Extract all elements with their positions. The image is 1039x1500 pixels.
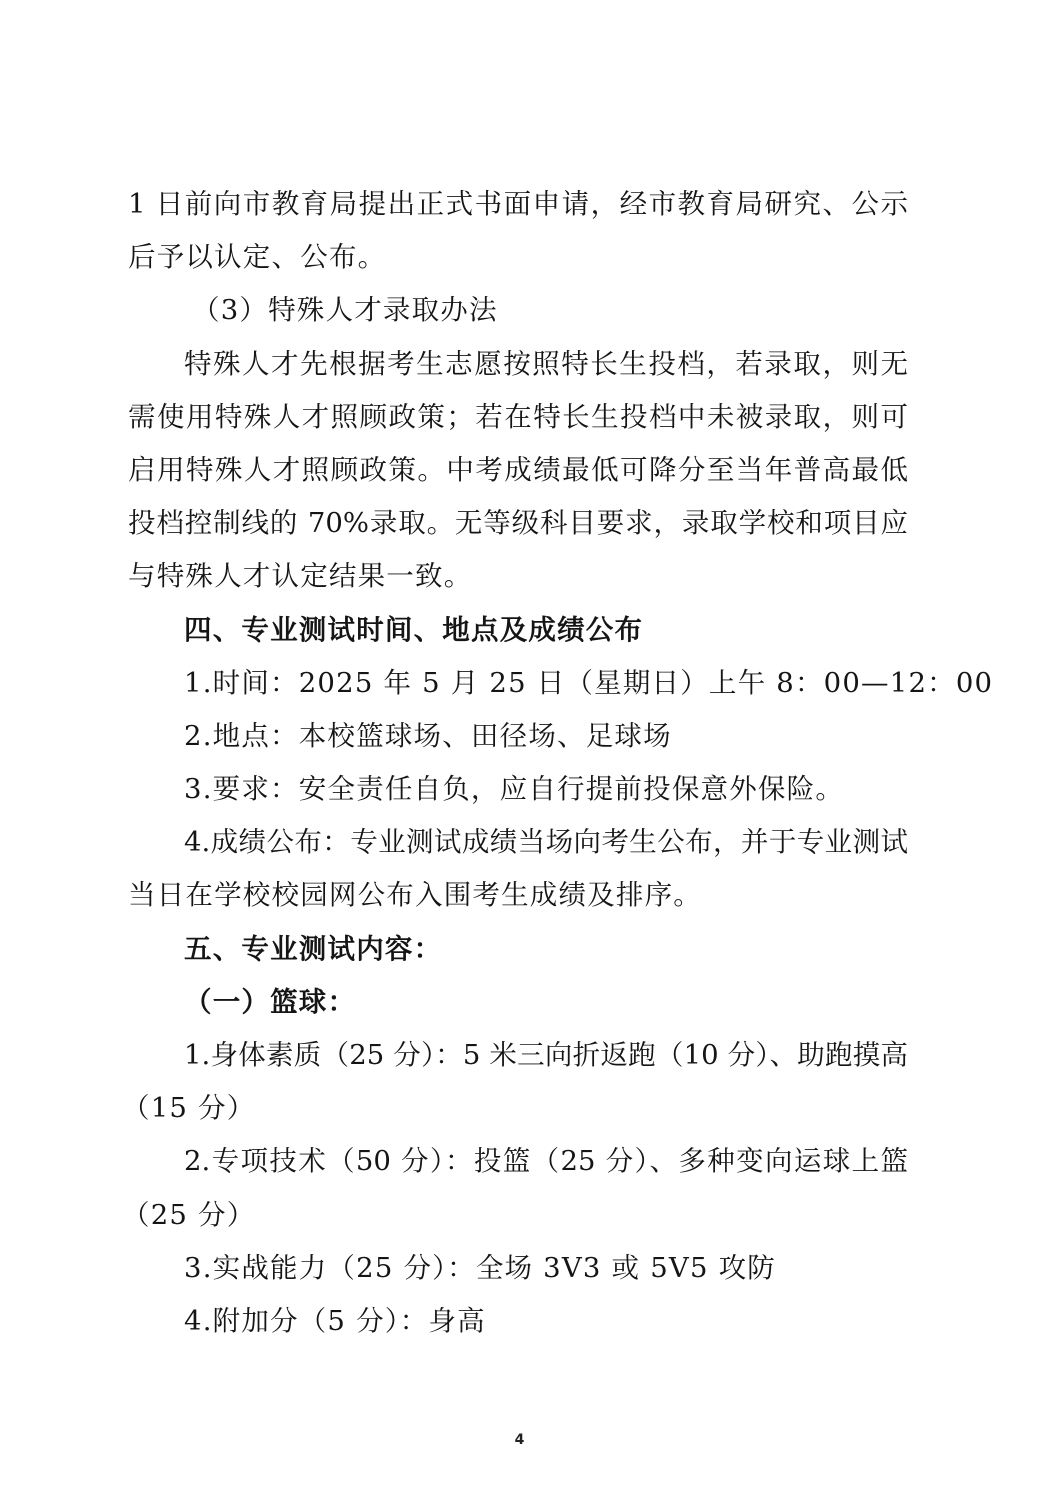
list-item: 3.要求：安全责任自负，应自行提前投保意外保险。 [184,773,845,806]
paragraph-line: 与特殊人才认定结果一致。 [128,560,473,593]
list-item: 2.专项技术（50 分）：投篮（25 分）、多种变向运球上篮 [184,1145,908,1178]
body-text [122,178,994,1348]
paragraph-line: 需使用特殊人才照顾政策；若在特长生投档中未被录取，则可 [128,400,908,433]
paragraph-line: 当日在学校校园网公布入围考生成绩及排序。 [128,879,702,912]
section-heading: 五、专业测试内容： [184,932,443,965]
paragraph-line: 投档控制线的 70%录取。无等级科目要求，录取学校和项目应 [128,507,908,540]
paragraph-line: （25 分） [122,1198,256,1231]
paragraph-line: （15 分） [122,1092,256,1125]
section-heading: 四、专业测试时间、地点及成绩公布 [184,613,644,646]
list-item: 1.时间：2025 年 5 月 25 日（星期日）上午 8：00—12：00 [184,666,994,699]
paragraph-line: 启用特殊人才照顾政策。中考成绩最低可降分至当年普高最低 [128,453,908,486]
list-item: 4.附加分（5 分）：身高 [184,1304,486,1337]
subsection-heading: （一）篮球： [184,985,357,1018]
list-item: 1.身体素质（25 分）：5 米三向折返跑（10 分）、助跑摸高 [184,1039,908,1071]
paragraph-line: 特殊人才先根据考生志愿按照特长生投档，若录取，则无 [184,347,908,380]
list-item: 4.成绩公布：专业测试成绩当场向考生公布，并于专业测试 [184,826,908,859]
list-item: 3.实战能力（25 分）：全场 3V3 或 5V5 攻防 [184,1251,776,1284]
subsection-heading: （3）特殊人才录取办法 [192,294,498,327]
list-item: 2.地点：本校篮球场、田径场、足球场 [184,719,672,752]
page-number: 4 [514,1432,525,1448]
paragraph-line: 后予以认定、公布。 [128,241,387,274]
paragraph-line: 1 日前向市教育局提出正式书面申请，经市教育局研究、公示 [128,188,908,220]
